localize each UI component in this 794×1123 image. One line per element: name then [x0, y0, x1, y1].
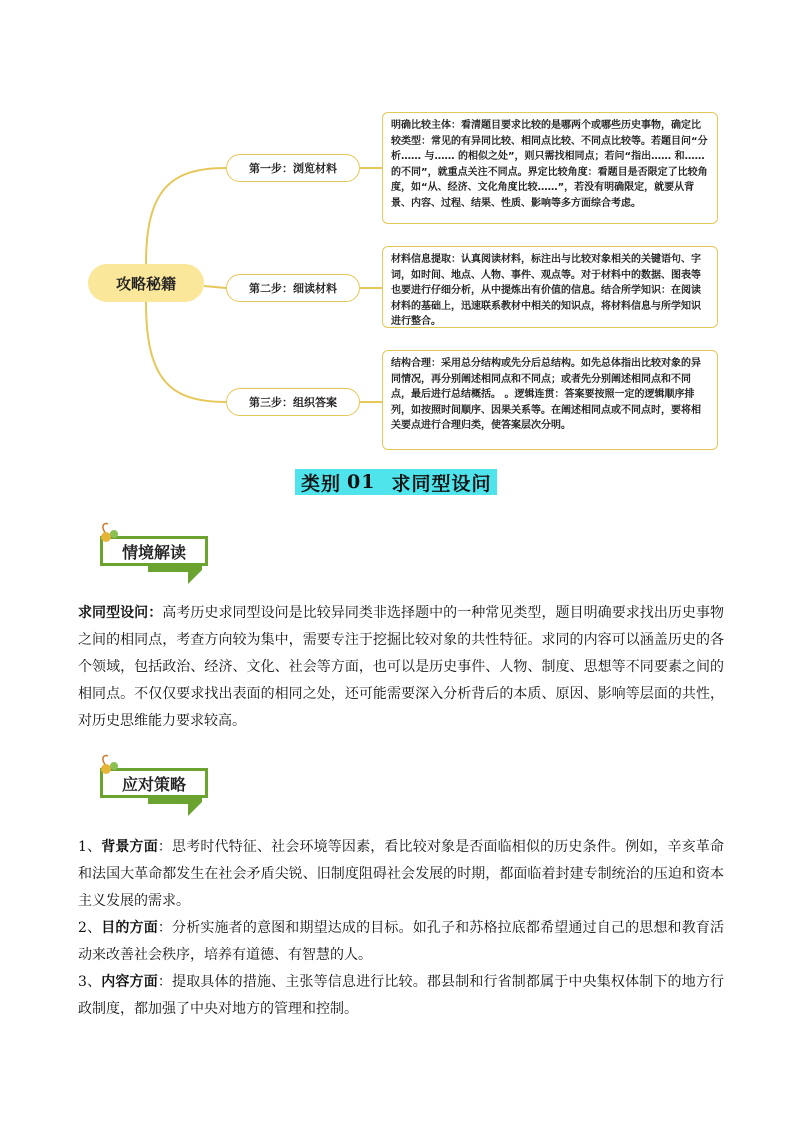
step-1-node: 第一步：浏览材料	[226, 154, 360, 182]
step-2-node: 第二步：细读材料	[226, 274, 360, 302]
banner-ribbon-tail	[148, 566, 202, 584]
step-3-detail: 结构合理：采用总分结构或先分后总结构。如先总体指出比较对象的异同情况，再分别阐述相同点和不同点；或者先分别阐述相同点和不同点，最后进行总结概括。 。逻辑连贯：答案要按照一定的逻辑顺序排列，如按照时间顺序、因果关系等。在阐述相同点或不同点时，要将相关要点进行合理归类，使答案层次分明。	[382, 350, 718, 450]
strategy-item-2	[78, 915, 724, 969]
category-name: 求同型设问	[391, 472, 492, 495]
category-number: 01	[347, 471, 376, 493]
connector-step2	[204, 286, 226, 288]
item-text: ：思考时代特征、社会环境等因素，看比较对象是否面临相似的历史条件。例如，辛亥革命和法国大革命都发生在社会矛盾尖锐、旧制度阻碍社会发展的时期，都面临着封建专制统治的压迫和资本主义发展的需求。	[78, 839, 725, 909]
section-banner-context	[92, 520, 218, 584]
item-number: 3、	[78, 974, 102, 990]
item-lead: 内容方面	[101, 974, 158, 990]
strategy-item-1	[78, 834, 724, 915]
banner-ribbon-tail	[148, 798, 202, 816]
banner-label: 应对策略	[100, 768, 208, 798]
context-lead: 求同型设问：	[78, 605, 163, 621]
step-2-detail: 材料信息提取：认真阅读材料，标注出与比较对象相关的关键语句、字词，如时间、地点、人物、事件、观点等。对于材料中的数据、图表等也要进行仔细分析，从中提炼出有价值的信息。结合所学知识：在阅读材料的基础上，迅速联系教材中相关的知识点，将材料信息与所学知识进行整合。	[382, 246, 718, 328]
mindmap-root: 攻略秘籍	[88, 264, 204, 302]
item-number: 1、	[78, 839, 102, 855]
pin-icon	[92, 752, 122, 782]
item-lead: 背景方面	[101, 839, 158, 855]
category-title	[295, 469, 497, 495]
strategy-mindmap	[0, 0, 794, 460]
item-text: ：分析实施者的意图和期望达成的目标。如孔子和苏格拉底都希望通过自己的思想和教育活动来改善社会秩序，培养有道德、有智慧的人。	[78, 920, 725, 963]
connector-step1	[146, 168, 226, 264]
item-lead: 目的方面	[101, 920, 158, 936]
connector-step3	[146, 302, 226, 402]
banner-label: 情境解读	[100, 536, 208, 566]
step-3-node: 第三步：组织答案	[226, 388, 360, 416]
context-text: 高考历史求同型设问是比较异同类非选择题中的一种常见类型，题目明确要求找出历史事物之间的相同点，考查方向较为集中，需要专注于挖掘比较对象的共性特征。求同的内容可以涵盖历史的各个领域，包括政治、经济、文化、社会等方面，也可以是历史事件、人物、制度、思想等不同要素之间的相同点。不仅仅要求找出表面的相同之处，还可能需要深入分析背后的本质、原因、影响等层面的共性，对历史思维能力要求较高。	[78, 605, 725, 729]
strategy-item-3	[78, 969, 724, 1023]
category-prefix: 类别	[301, 472, 342, 495]
context-paragraph	[78, 600, 724, 735]
item-number: 2、	[78, 920, 102, 936]
section-banner-strategy	[92, 752, 218, 816]
step-1-detail: 明确比较主体：看清题目要求比较的是哪两个或哪些历史事物，确定比较类型：常见的有异同比较、相同点比较、不同点比较等。若题目问“分析…… 与…… 的相似之处”，则只需找相同点；若问“指出…… 和…… 的不同”，就重点关注不同点。界定比较角度：看题目是否限定了比较角度，如“从、经济、文化角度比较……”，若没有明确限定，就要从背景、内容、过程、结果、性质、影响等多方面综合考虑。	[382, 112, 718, 224]
item-text: ：提取具体的措施、主张等信息进行比较。郡县制和行省制都属于中央集权体制下的地方行政制度，都加强了中央对地方的管理和控制。	[78, 974, 725, 1017]
pin-icon	[92, 520, 122, 550]
